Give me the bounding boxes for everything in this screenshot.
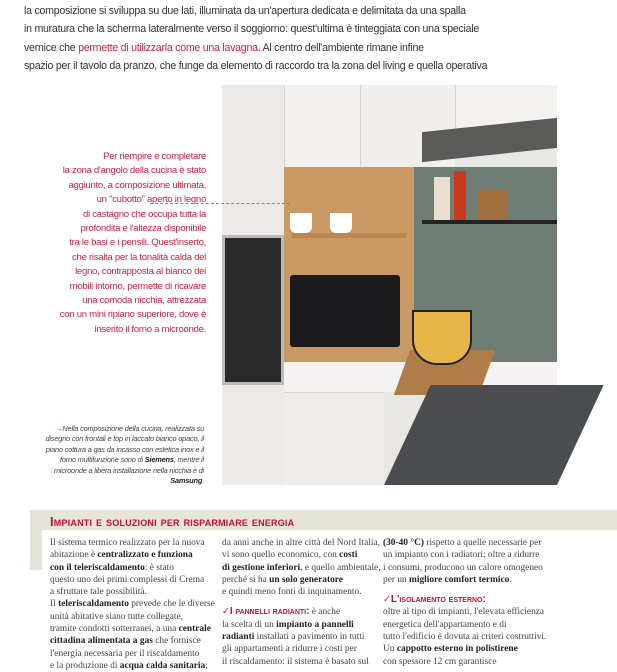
- text: Nella composizione della cucina, realizzata su disegno con frontali e top in laccato bianco opaco, il piano cottura a gas da incasso con estetica inox e il forno multifunzione sono di: [45, 424, 204, 465]
- intro-line: spazio per il tavolo da pranzo, che funge da elemento di raccordo tra la zona del living e quella operativa: [24, 59, 488, 72]
- subheading: I pannelli radianti:: [229, 606, 310, 618]
- caption-line: una comoda nicchia, attrezzata: [82, 295, 206, 307]
- caption-line: Per riempire e completare: [103, 151, 206, 162]
- oven: [222, 235, 284, 385]
- jar: [434, 177, 450, 220]
- cup: [330, 213, 352, 233]
- caption-line: di castagno che occupa tutta la: [83, 208, 206, 220]
- caption-line: profondità e l'altezza disponibile: [80, 223, 206, 235]
- caption-line: mobili intorno, permette di ricavare: [69, 280, 206, 292]
- wall-shelf: [422, 220, 557, 224]
- caption-line: tra le basi e i pensili. Quest'inserto,: [69, 237, 206, 249]
- kitchen-photo: [222, 85, 557, 485]
- caption-line: legno, contrapposta al bianco dei: [75, 266, 206, 278]
- wood-shelf: [292, 233, 407, 238]
- cup: [290, 213, 312, 233]
- plant-pot: [478, 190, 508, 220]
- base-cabinet: [284, 392, 384, 485]
- leader-line: [150, 203, 290, 204]
- box-title: Impianti e soluzioni per risparmiare energia: [50, 514, 295, 529]
- text: .: [202, 476, 204, 486]
- caption-line: che risalta per la tonalità calda del: [72, 251, 206, 263]
- box-column-2: da anni anche in altre città del Nord Italia, vi sono quello economico, con costi di gestione inferiori, e quello ambientale, perché si ha un solo generatore e quindi meno fonti di inquinamento. ✓I pannelli radianti: è anche la scelta di un impianto a pannelli radianti installati a pavimento in tutti gli appartamenti a ridurre i costi per il riscaldamento: il sistema è basato sul: [222, 538, 381, 667]
- caption-line: la zona d'angolo della cucina è stato: [62, 165, 206, 177]
- gas-hob: [384, 385, 604, 485]
- text: vernice che: [24, 41, 79, 54]
- caption-line: aggiunto, a composizione ultimata,: [68, 179, 206, 191]
- text: , mentre il microonde a libera installazione nella nicchia è di: [53, 455, 204, 475]
- box-column-1: Il sistema termico realizzato per la nuova abitazione è centralizzato e funziona con il teleriscaldamento: è stato questo uno dei primi complessi di Crema a sfruttare tale possibilità. Il teleriscaldamento prevede che le diverse unità abitative siano tutte collegate, tramite condotti sotterranei, a una centrale cittadina alimentata a gas che fornisce l'energia necessaria per il riscaldamento e la produzione di acqua calda sanitaria;: [50, 538, 215, 671]
- caption-line: un "cubotto" aperto in legno: [96, 194, 206, 206]
- caption-line: con un mini ripiano superiore, dove è: [59, 309, 206, 321]
- intro-text: [24, 2, 614, 75]
- text: . Al centro dell'ambiente rimane infine: [257, 41, 424, 54]
- highlight-text: permette di utilizzarla come una lavagna: [78, 41, 258, 54]
- intro-line: in muratura che la scherma lateralmente verso il soggiorno: quest'ultima è tinteggiata con una speciale: [24, 23, 480, 36]
- subheading: L'isolamento esterno:: [390, 594, 486, 606]
- intro-line: [24, 39, 614, 57]
- grinder: [454, 171, 466, 220]
- arrow-icon: →: [55, 424, 63, 433]
- check-icon: ✓: [383, 595, 391, 606]
- wall-cabinet: [284, 85, 360, 167]
- box-column-3: (30-40 °C) rispetto a quelle necessarie per un impianto con i radiatori; oltre a ridurre i consumi, producono un calore omogeneo per un migliore comfort termico. ✓L'isolamento esterno: oltre al tipo di impianti, l'elevata efficienza energetica dell'appartamento e di tutto l'edificio è dovuta ai criteri costruttivi. Un cappotto esterno in polistirene con spessore 12 cm garantisce: [383, 538, 547, 667]
- brand: Siemens: [144, 455, 174, 465]
- photo-caption: [44, 150, 206, 337]
- photo-note: [44, 424, 204, 486]
- brand: Samsung: [170, 476, 203, 486]
- microwave: [290, 275, 400, 347]
- caption-line: inserito il forno a microonde.: [94, 323, 206, 335]
- fruit-basket: [412, 310, 472, 365]
- intro-line: la composizione si sviluppa su due lati, illuminata da un'apertura dedicata e delimitata da una spalla: [24, 5, 466, 17]
- check-icon: ✓: [222, 607, 230, 618]
